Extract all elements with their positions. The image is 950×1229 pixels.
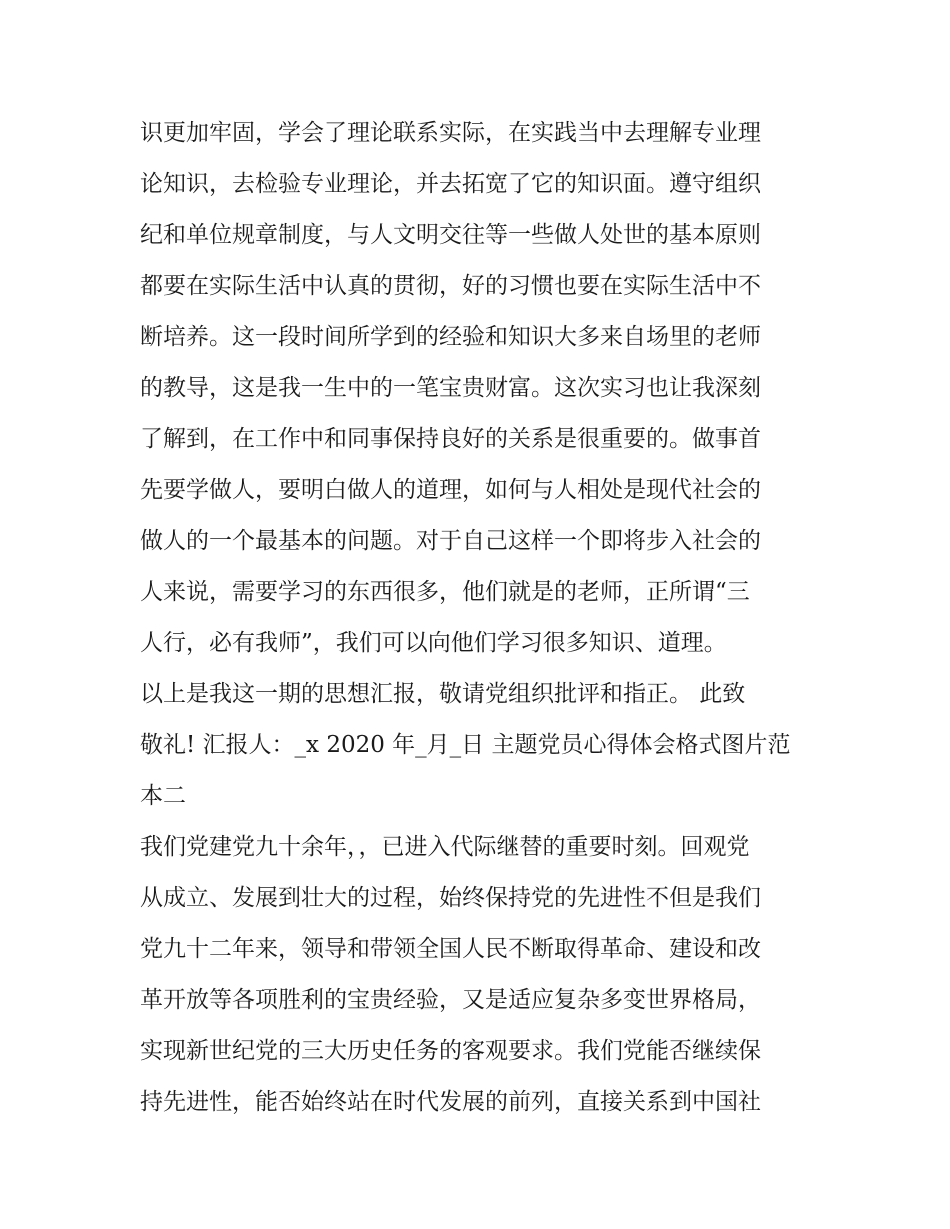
text-line: 实现新世纪党的三大历史任务的客观要求。我们党能否继续保 [140, 1038, 761, 1064]
text-line: 党九十二年来，领导和带领全国人民不断取得革命、建设和改 [140, 936, 761, 962]
text-line: 人行，必有我师”，我们可以向他们学习很多知识、道理。 [140, 630, 727, 656]
text-line: 纪和单位规章制度，与人文明交往等一些做人处世的基本原则 [140, 222, 761, 248]
text-line: 持先进性，能否始终站在时代发展的前列，直接关系到中国社 [140, 1089, 761, 1115]
paragraph-2 [140, 669, 820, 822]
text-line: 识更加牢固，学会了理论联系实际，在实践当中去理解专业理 [140, 120, 761, 146]
text-line: 先要学做人，要明白做人的道理，如何与人相处是现代社会的 [140, 477, 761, 503]
text-line: 我们党建党九十余年，，已进入代际继替的重要时刻。回观党 [140, 834, 750, 860]
text-line: 的教导，这是我一生中的一笔宝贵财富。这次实习也让我深刻 [140, 375, 761, 401]
text-line: 敬礼! 汇报人：_x 2020 年_月_日 主题党员心得体会格式图片范 [140, 732, 791, 758]
text-line: 本二 [140, 783, 186, 809]
text-line: 以上是我这一期的思想汇报，敬请党组织批评和指正。 此致 [140, 681, 746, 707]
text-line: 革开放等各项胜利的宝贵经验，又是适应复杂多变世界格局， [140, 987, 761, 1013]
document-body [140, 108, 820, 1128]
paragraph-3 [140, 822, 820, 1128]
paragraph-1 [140, 108, 820, 669]
text-line: 从成立、发展到壮大的过程，始终保持党的先进性不但是我们 [140, 885, 761, 911]
text-line: 做人的一个最基本的问题。对于自己这样一个即将步入社会的 [140, 528, 761, 554]
text-line: 断培养。这一段时间所学到的经验和知识大多来自场里的老师 [140, 324, 761, 350]
text-line: 都要在实际生活中认真的贯彻，好的习惯也要在实际生活中不 [140, 273, 761, 299]
text-line: 了解到，在工作中和同事保持良好的关系是很重要的。做事首 [140, 426, 761, 452]
text-line: 人来说，需要学习的东西很多，他们就是的老师，正所谓“三 [140, 579, 750, 605]
text-line: 论知识，去检验专业理论，并去拓宽了它的知识面。遵守组织 [140, 171, 761, 197]
